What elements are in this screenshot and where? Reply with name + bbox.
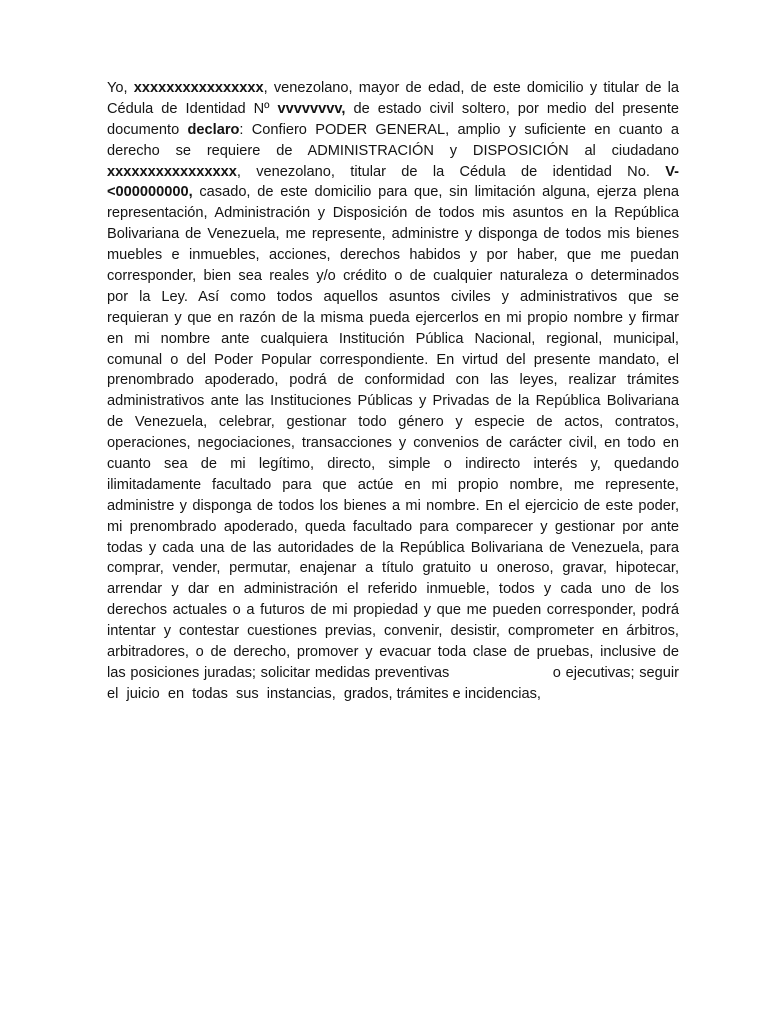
text-run: cuanto sea de mi legítimo, directo, simple o indirecto interés y, quedando xyxy=(107,456,679,473)
text-line xyxy=(107,203,679,224)
text-line xyxy=(107,266,679,287)
text-line xyxy=(107,391,679,412)
text-line xyxy=(107,412,679,433)
text-run: de Venezuela, celebrar, gestionar todo género y especie de actos, contratos, xyxy=(107,414,679,431)
text-line xyxy=(107,99,679,120)
bold-text-run: xxxxxxxxxxxxxxxx xyxy=(133,80,264,96)
text-run: arrendar y dar en administración el referido inmueble, todos y cada uno de los xyxy=(107,581,679,598)
bold-text-run: V- xyxy=(665,163,679,180)
text-line xyxy=(107,454,679,475)
text-line xyxy=(107,663,679,684)
text-run: el juicio en todas sus instancias, grados, trámites e incidencias, xyxy=(107,685,541,702)
text-line xyxy=(107,579,679,600)
text-line xyxy=(107,517,679,538)
text-line xyxy=(107,245,679,266)
text-run: comunal o del Poder Popular correspondiente. En virtud del presente mandato, el xyxy=(107,351,679,368)
text-line xyxy=(107,684,679,705)
text-run: documento xyxy=(107,121,188,138)
text-run: operaciones, negociaciones, transacciones y convenios de carácter civil, en todo en xyxy=(107,435,679,452)
bold-text-run: declaro xyxy=(187,121,240,138)
text-line xyxy=(107,329,679,350)
text-line xyxy=(107,600,679,621)
text-line xyxy=(107,162,679,183)
text-line xyxy=(107,350,679,371)
text-line xyxy=(107,78,679,99)
text-run: las posiciones juradas; solicitar medidas preventivas xyxy=(107,664,455,681)
text-run: derechos actuales o a futuros de mi propiedad y que me pueden corresponder, podrá xyxy=(107,602,679,619)
text-run: prenombrado apoderado, podrá de conformidad con las leyes, realizar trámites xyxy=(107,372,679,389)
text-run: corresponder, bien sea reales y/o crédito o de cualquier naturaleza o determinados xyxy=(107,268,679,285)
text-line xyxy=(107,538,679,559)
text-run: casado, de este domicilio para que, sin limitación alguna, ejerza plena xyxy=(192,184,679,201)
text-run: de estado civil soltero, por medio del presente xyxy=(345,100,679,117)
text-run: mi prenombrado apoderado, queda facultado para comparecer y gestionar por ante xyxy=(107,518,679,535)
text-run: ilimitadamente facultado para que actúe en mi propio nombre, me represente, xyxy=(107,476,679,493)
text-run: todas y cada una de las autoridades de la República Bolivariana de Venezuela, para xyxy=(107,539,679,556)
text-run: representación, Administración y Disposición de todos mis asuntos en la República xyxy=(107,205,679,222)
text-line xyxy=(107,224,679,245)
text-line xyxy=(107,370,679,391)
bold-text-run: xxxxxxxxxxxxxxxx xyxy=(107,163,237,180)
text-line xyxy=(107,287,679,308)
text-run: o ejecutivas; seguir xyxy=(548,664,679,681)
text-run: Bolivariana de Venezuela, me represente, administre y disponga de todos mis bienes xyxy=(107,226,679,243)
text-run: comprar, vender, permutar, enajenar a título gratuito u oneroso, gravar, hipotecar, xyxy=(107,560,679,577)
text-line xyxy=(107,621,679,642)
text-run: , venezolano, mayor de edad, de este domicilio y titular de la xyxy=(263,80,679,96)
text-run: administre y disponga de todos los bienes a mi nombre. En el ejercicio de este poder, xyxy=(107,497,679,514)
text-run: administrativos ante las Instituciones Públicas y Privadas de la República Bolivariana xyxy=(107,393,679,410)
text-run: en mi nombre ante cualquiera Institución Pública Nacional, regional, municipal, xyxy=(107,330,679,347)
text-run: muebles e inmuebles, acciones, derechos habidos y por haber, que me puedan xyxy=(107,247,679,264)
text-line xyxy=(107,642,679,663)
text-line xyxy=(107,558,679,579)
text-line xyxy=(107,141,679,162)
text-run: Cédula de Identidad Nº xyxy=(107,100,278,117)
power-of-attorney-text xyxy=(107,78,679,705)
bold-text-run: <000000000, xyxy=(107,184,193,201)
text-run: : Confiero PODER GENERAL, amplio y suficiente en cuanto a xyxy=(239,121,680,138)
text-run: derecho se requiere de ADMINISTRACIÓN y DISPOSICIÓN al ciudadano xyxy=(107,142,679,159)
text-run: arbitradores, o de derecho, promover y evacuar toda clase de pruebas, inclusive de xyxy=(107,644,679,661)
text-line xyxy=(107,182,679,203)
text-line xyxy=(107,433,679,454)
text-run: por la Ley. Así como todos aquellos asuntos civiles y administrativos que se xyxy=(107,288,679,305)
text-run: Yo, xyxy=(107,80,134,96)
text-run: intentar y contestar cuestiones previas, convenir, desistir, comprometer en árbitros, xyxy=(107,623,679,640)
text-line xyxy=(107,475,679,496)
text-run: , venezolano, titular de la Cédula de identidad No. xyxy=(236,163,666,180)
text-line xyxy=(107,120,679,141)
text-line xyxy=(107,496,679,517)
bold-text-run: vvvvvvvv, xyxy=(277,100,346,117)
text-run: requieran y que en razón de la misma pueda ejercerlos en mi propio nombre y firmar xyxy=(107,309,679,326)
text-line xyxy=(107,308,679,329)
